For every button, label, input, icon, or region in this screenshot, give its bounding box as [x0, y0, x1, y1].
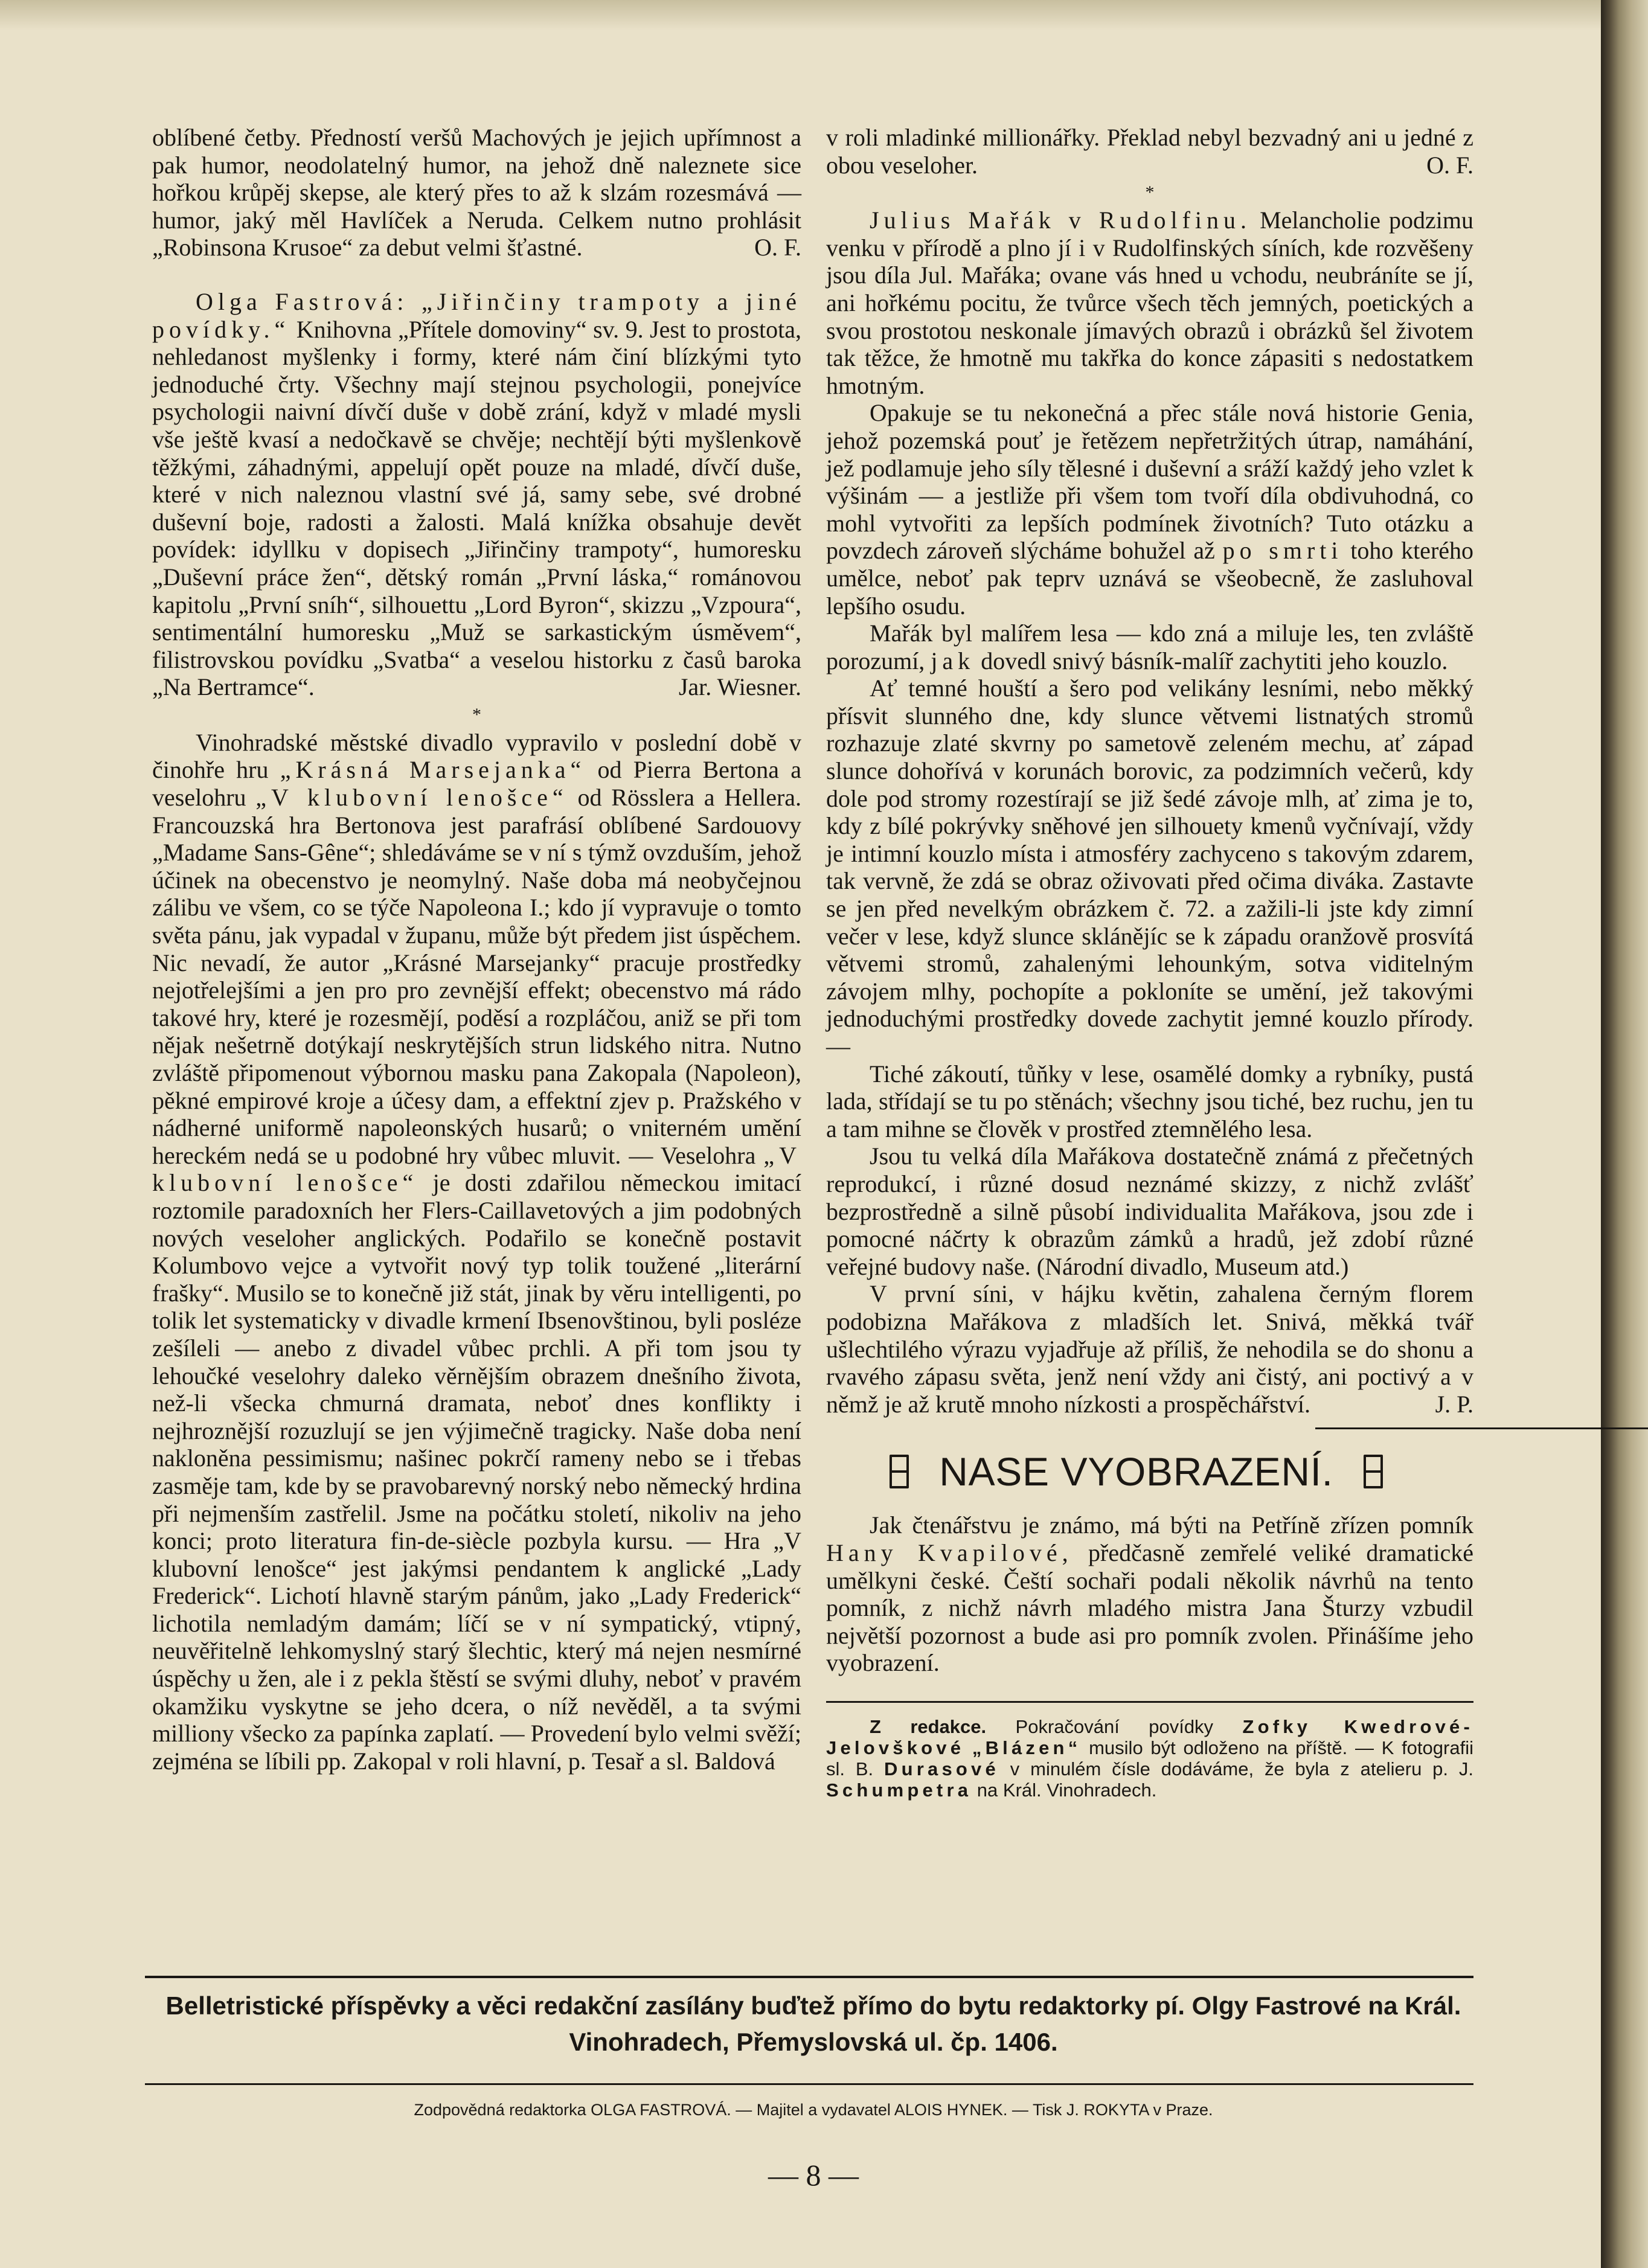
- emphasis: po smrti: [1222, 537, 1343, 565]
- imprint-line: Zodpovědná redaktorka OLGA FASTROVÁ. — Majitel a vydavatel ALOIS HYNEK. — Tisk J. ROKYTA v Praze.: [414, 2101, 1213, 2119]
- article-marak-p4: Ať temné houští a šero pod velikány lesními, nebo měkký přísvit slunného dne, kdy slunce větvemi listnatých stromů rozhazuje zlaté skvrny po sametově zeleném mechu, ať západ slunce dohořívá v korunách borovic, za podzimních večerů, kdy dole pod stromy rozestírají se již šedé závoje mlh, ať zima je to, kdy z bílé pokrývky sněhové jen silhouety kmenů vyčnívají, vždy je intimní kouzlo místa i atmosféry zachyceno s takovým zdarem, tak vervně, že zdá se obraz oživovati před očima diváka. Zastavte se jen před nevelkým obrázkem č. 72. a zažili-li jste kdy zimní večer v lese, když slunce sklánějíc se k západu oranžově prosvítá větvemi stromů, zahalenými lehounkým, sotva viditelným závojem mlhy, pochopíte a pokloníte se umění, jež takovými jednoduchými prostředky dovede zachytit jemné kouzlo přírody. —: [826, 674, 1473, 1060]
- section-title: NASE VYOBRAZENÍ.: [939, 1449, 1333, 1494]
- footer-rule-top: [145, 1976, 1473, 1978]
- person-name: Hany Kvapilové,: [826, 1539, 1073, 1566]
- article-title: Julius Mařák v Rudolfinu.: [870, 207, 1252, 234]
- book-title: Olga Fastrová: „Jiřinčiny trampoty a jiné povídky.“: [152, 287, 801, 343]
- story-title: „Blázen“: [972, 1737, 1082, 1758]
- note-divider: [826, 1701, 1473, 1703]
- emphasis: jak: [931, 647, 975, 674]
- play-title: „V klubovní lenošce“: [255, 784, 568, 812]
- author-name: Zofky Kwedrové-Jelovškové: [826, 1715, 1473, 1758]
- signature: O. F.: [754, 234, 801, 261]
- separator-star: *: [1145, 182, 1155, 203]
- separator-star: *: [472, 704, 481, 725]
- signature: O. F.: [1426, 151, 1473, 179]
- page-binding-edge: [1601, 0, 1648, 2268]
- illustrations-paragraph: Jak čtenářstvu je známo, má býti na Petříně zřízen pomník Hany Kvapilové, předčasně zemřelé veliké dramatické umělkyni české. Čeští sochaři podali několik návrhů na tento pomník, z nichž návrh mladého mistra Jana Šturzy vzbudil největší pozornost a bude asi pro pomník zvolen. Přinášíme jeho vyobrazení.: [826, 1511, 1474, 1677]
- article-marak-p6: Jsou tu velká díla Mařákova dostatečně známá z přečetných reprodukcí, i různé dosud neznámé skizzy, z nichž zvlášť bezprostředně a silně působí individualita Mařákova, jsou zde i pomocné náčrty k obrazům zámků a hradů, jež zdobí různé veřejné budovy naše. (Národní divadlo, Museum atd.): [826, 1142, 1473, 1280]
- review-jirinciny-trampoty: Olga Fastrová: „Jiřinčiny trampoty a jiné povídky.“ Knihovna „Přítele domoviny“ sv. 9. Jest to prostota, nehledanost myšlenky i formy, které nám činí blízkými tyto jednoduché črty. Všechny mají stejnou psychologii, ponejvíce psychologii naivní dívčí duše v době zrání, když v mladé mysli vše ještě kvasí a nedočkavě se chvěje; nechtějí býti myšlenkově těžkými, záhadnými, appelují opět pouze na mladé, dívčí duše, které v nich naleznou vlastní své já, samy sebe, své drobné duševní boje, radosti a žalosti. Malá knížka obsahuje devět povídek: idyllku v dopisech „Jiřinčiny trampoty“, humoresku „Duševní práce žen“, dětský román „První láska,“ románovou kapitolu „První sníh“, silhouettu „Lord Byron“, skizzu „Vzpoura“, sentimentální humoresku „Muž se sarkastickým úsměvem“, filistrovskou povídku „Svatba“ a veselou historku z časů baroka „Na Bertramce“. Jar. Wiesner.: [152, 287, 801, 701]
- person-name: Durasové: [884, 1758, 999, 1779]
- play-title: „Krásná Marsejanka“: [280, 756, 586, 784]
- article-marak-p1: Julius Mařák v Rudolfinu. Melancholie podzimu venku v přírodě a plno jí i v Rudolfinských síních, kde rozvěšeny jsou díla Jul. Mařáka; ovane vás hned u vchodu, neubráníte se jí, ani hořkému pocitu, že tvůrce všech těch jemných, poetických a svou prostotou neskonale jímavých obrazů i obrázků šel životem tak těžce, že hmotně mu takřka do konce zápasiti s nedostatkem hmotným.: [826, 207, 1474, 399]
- right-column: [826, 124, 1473, 1801]
- section-heading: [890, 1447, 1383, 1496]
- ornament-icon: [1364, 1455, 1383, 1488]
- play-title: „V klubovní lenošce“: [152, 1141, 802, 1197]
- left-column: [152, 124, 801, 1775]
- article-marak-p5: Tiché zákoutí, tůňky v lese, osamělé domky a rybníky, pustá lada, střídají se tu po stěnách; všechny jsou tiché, bez ruchu, jen tu a tam mihne se člověk v prostřed ztemnělého lesa.: [826, 1060, 1473, 1142]
- note-label: Z redakce.: [870, 1715, 987, 1737]
- ornament-icon: [890, 1455, 909, 1488]
- review-vinohrady-theatre: Vinohradské městské divadlo vypravilo v poslední době v činohře hru „Krásná Marsejanka“ od Pierra Bertona a veselohru „V klubovní lenošce“ od Rösslera a Hellera. Francouzská hra Bertonova jest parafrásí oblíbené Sardouovy „Madame Sans-Gêne“; shledáváme se v ní s týmž ovzduším, jehož účinek na obecenstvo je neomylný. Naše doba má neobyčejnou zálibu ve všem, co se týče Napoleona I.; kdo jí vypravuje o tomto světa pánu, jak vypadal v županu, může být předem jist úspěchem. Nic nevadí, že autor „Krásné Marsejanky“ pracuje prostředky nejotřelejšími a jen pro pro zevnější effekt; obecenstvo má rádo takové hry, které je rozesmějí, poděsí a rozpláčou, aniž se při tom nějak nešetrně dotýkají neskrytějších strun lidského nitra. Nutno zvláště připomenout výbornou masku pana Zakopala (Napoleon), pěkné empirové kroje a účesy dam, a effektní zjev p. Pražského v nádherné uniformě napoleonských husarů; o vniterném umění hereckém nedá se u podobné hry vůbec mluvit. — Veselohra „V klubovní lenošce“ je dosti zdařilou německou imitací roztomile paradoxních her Flers-Caillavetových a jim podobných nových veseloher anglických. Podařilo se konečně postavit Kolumbovo vejce a vytvořit nový typ tolik toužené „literární frašky“. Musilo se to konečně již stát, jinak by věru intelligenti, po tolik let systematicky v divadle krmení Ibsenovštinou, byli posléze zešíleli — anebo z divadel vůbec prchli. A při tom jsou ty lehoučké veselohry daleko věrnějším obrazem dnešního života, než-li všecka chmurná dramata, neboť dnes konflikty i nejhroznější rozuzlují se jen výjimečně tragicky. Naše doba není nakloněna pessimismu; našinec pokrčí rameny nebo se i třebas zasměje tam, kde by se pravobarevný norský nebo německý hrdina při nejmenším zastřelil. Jsme na počátku století, nikoliv na jeho konci; proto literatura fin-de-siècle pozbyla kursu. — Hra „V klubovní lenošce“ jest jakýmsi pendantem k anglické „Lady Frederick“. Lichotí hlavně starým pánům, jako „Lady Frederick“ lichotila nemladým damám; líčí se v ní sympatický, vtipný, neuvěřitelně lehkomyslný starý šlechtic, který má nejen nesmírné úspěchy u žen, ale i z pekla štěstí se svými dluhy, neboť v pravém okamžiku vyskytne se jeho dcera, o níž nevěděl, a ta svými milliony všecko za papínka zaplatí. — Provedení bylo velmi svěží; zejména se líbili pp. Zakopal v roli hlavní, p. Tesař a sl. Baldová: [152, 728, 802, 1775]
- page-number: — 8 —: [768, 2158, 859, 2192]
- person-name: Schumpetra: [826, 1779, 972, 1801]
- spacer: [152, 261, 801, 288]
- page-top-shadow: [0, 0, 1601, 30]
- article-marak-p7: V první síni, v hájku květin, zahalena černým florem podobizna Mařákova z mladších let. Snivá, měkká tvář ušlechtilého výrazu vyjadřuje až příliš, že nehodila se do shonu a rvavého zápasu světa, jenž není vždy ani čistý, ani poctivý a v němž je až krutě mnoho nízkosti a prospěchářství. J. P.: [826, 1280, 1473, 1418]
- article-marak-p3: Mařák byl malířem lesa — kdo zná a miluje les, ten zvláště porozumí, jak dovedl snivý básník-malíř zachytiti jeho kouzlo.: [826, 620, 1473, 674]
- review-continuation: v roli mladinké millionářky. Překlad nebyl bezvadný ani u jedné z obou veseloher. O. F.: [826, 124, 1473, 179]
- review-robinson: oblíbené četby. Předností veršů Machových je jejich upřímnost a pak humor, neodolatelný humor, na jehož dně naleznete sice hořkou krůpěj skepse, ale který přes to až k slzám rozesmává — humor, jaký měl Havlíček a Neruda. Celkem nutno prohlásit „Robinsona Krusoe“ za debut velmi šťastné. O. F.: [152, 124, 801, 261]
- section-divider: [1315, 1427, 1648, 1429]
- signature: Jar. Wiesner.: [678, 673, 801, 701]
- article-marak-p2: Opakuje se tu nekonečná a přec stále nová historie Genia, jehož pozemská pouť je řetězem nepřetržitých útrap, namáhání, jež podlamuje jeho síly tělesné i duševní a sráží každý jeho vzlet k výšinám — a jestliže při všem tom tvoří díla obdivuhodná, co mohl vytvořiti za lepších podmínek životních? Tuto otázku a povzdech zároveň slýcháme bohužel až po smrti toho kterého umělce, neboť pak teprv uznává se všeobecně, že zasluhoval lepšího osudu.: [826, 399, 1474, 620]
- editorial-note: Z redakce. Pokračování povídky Zofky Kwedrové-Jelovškové „Blázen“ musilo být odloženo na příště. — K fotografii sl. B. Durasové v minulém čísle dodáváme, že byla z atelieru p. J. Schumpetra na Král. Vinohradech.: [826, 1715, 1473, 1801]
- footer-rule-bottom: [145, 2083, 1473, 2085]
- submission-announcement: Belletristické příspěvky a věci redakční zasílány buďtež přímo do bytu redaktorky pí. Olgy Fastrové na Král. Vinohradech, Přemyslovská ul. čp. 1406.: [165, 1991, 1461, 2056]
- signature: J. P.: [1435, 1390, 1473, 1418]
